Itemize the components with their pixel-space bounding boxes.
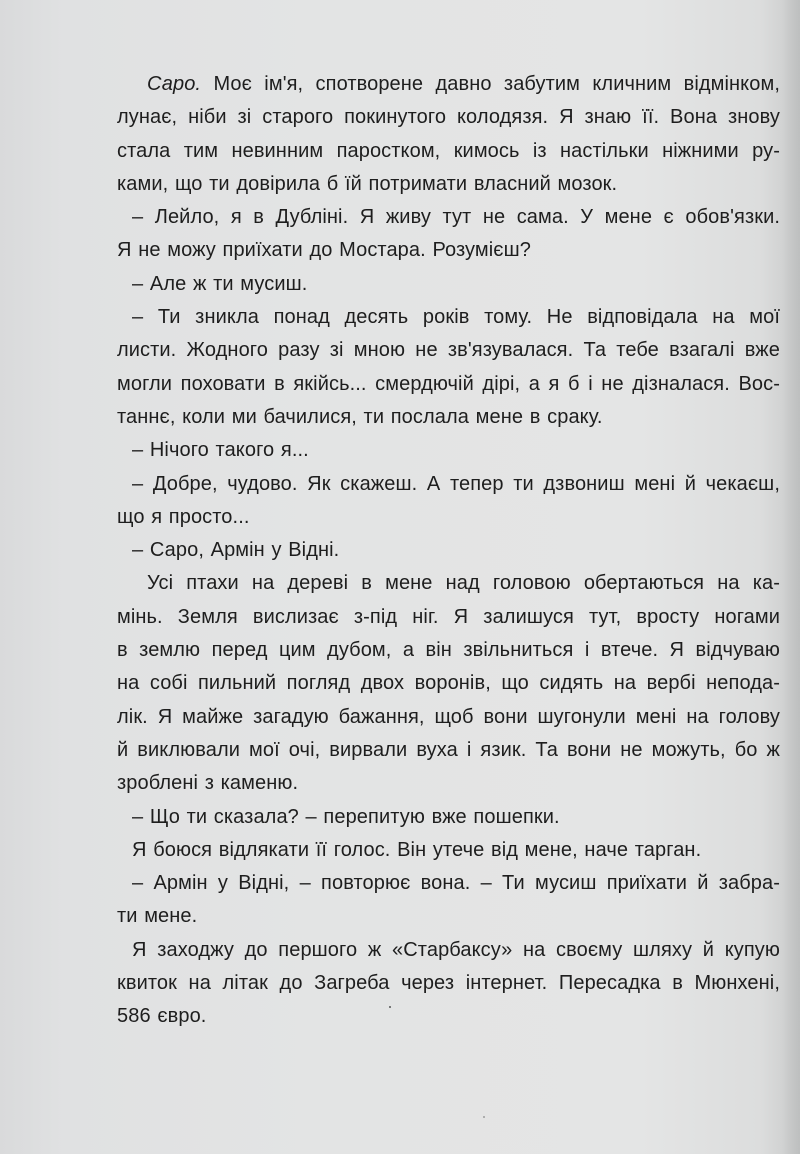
vocative-name: Саро. [147, 73, 202, 95]
text-line: квиток на літак до Загреба через інтернет. Пересадка в Мюнхені, [117, 972, 780, 995]
paragraph [117, 68, 780, 201]
page-edge-shadow [782, 0, 800, 1154]
text-line: – Ти зникла понад десять років тому. Не відповідала на мої [132, 306, 780, 329]
text-line: – Армін у Відні, – повторює вона. – Ти мусиш приїхати й забра- [132, 872, 780, 895]
dialogue-paragraph [117, 201, 780, 268]
text-line: мінь. Земля вислизає з-під ніг. Я залишуся тут, вросту ногами [117, 605, 780, 628]
paper-speck [389, 1006, 391, 1008]
text-line: ти мене. [117, 905, 198, 928]
text-line: лунає, ніби зі старого покинутого колодязя. Я знаю її. Вона знову [117, 106, 780, 129]
text-line: – Але ж ти мусиш. [132, 272, 308, 295]
text-line: листи. Жодного разу зі мною не зв'язувалася. Та тебе взагалі вже [117, 339, 780, 362]
text-line: зроблені з каменю. [117, 772, 299, 795]
dialogue-paragraph [117, 268, 780, 301]
dialogue-paragraph [117, 867, 780, 934]
text-line: – Саро, Армін у Відні. [132, 539, 340, 562]
text-line: лік. Я майже загадую бажання, щоб вони шугонули мені на голову [117, 705, 780, 728]
paragraph [117, 567, 780, 800]
text-line: Я не можу приїхати до Мостара. Розумієш? [117, 239, 531, 262]
text-line: – Нічого такого я... [132, 439, 309, 462]
text-line: стала тим невинним паростком, кимось із настільки ніжними ру- [117, 139, 780, 162]
text-line: Саро. Моє ім'я, спотворене давно забутим кличним відмінком, [147, 73, 780, 95]
dialogue-paragraph [117, 534, 780, 567]
dialogue-paragraph [117, 301, 780, 434]
text-line: що я просто... [117, 505, 250, 528]
dialogue-paragraph [117, 468, 780, 535]
text-line: 586 євро. [117, 1005, 207, 1028]
text-line: – Добре, чудово. Як скажеш. А тепер ти дзвониш мені й чекаєш, [132, 472, 780, 495]
text-line: – Лейло, я в Дубліні. Я живу тут не сама. У мене є обов'язки. [132, 206, 780, 229]
paper-speck [483, 1116, 485, 1118]
paragraph [117, 834, 780, 867]
dialogue-paragraph [117, 434, 780, 467]
dialogue-paragraph [117, 801, 780, 834]
text-line: ками, що ти довірила б їй потримати власний мозок. [117, 172, 618, 195]
text-line: й виклювали мої очі, вирвали вуха і язик. Та вони не можуть, бо ж [117, 738, 780, 761]
text-line: – Що ти сказала? – перепитую вже пошепки. [132, 805, 560, 828]
text-line: Я боюся відлякати її голос. Він утече від мене, наче тарган. [132, 838, 702, 861]
text-line: могли поховати в якійсь... смердючій дірі, а я б і не дізналася. Вос- [117, 372, 780, 395]
text-line: Я заходжу до першого ж «Старбаксу» на своєму шляху й купую [132, 938, 780, 961]
text-line: на собі пильний погляд двох воронів, що сидять на вербі непода- [117, 672, 780, 695]
text-line: Усі птахи на дереві в мене над головою обертаються на ка- [147, 572, 780, 595]
text-line: таннє, коли ми бачилися, ти послала мене в сраку. [117, 405, 603, 428]
text-line: в землю перед цим дубом, а він звільниться і втече. Я відчуваю [117, 639, 780, 662]
page-text-block [117, 68, 780, 1034]
paragraph [117, 934, 780, 1034]
